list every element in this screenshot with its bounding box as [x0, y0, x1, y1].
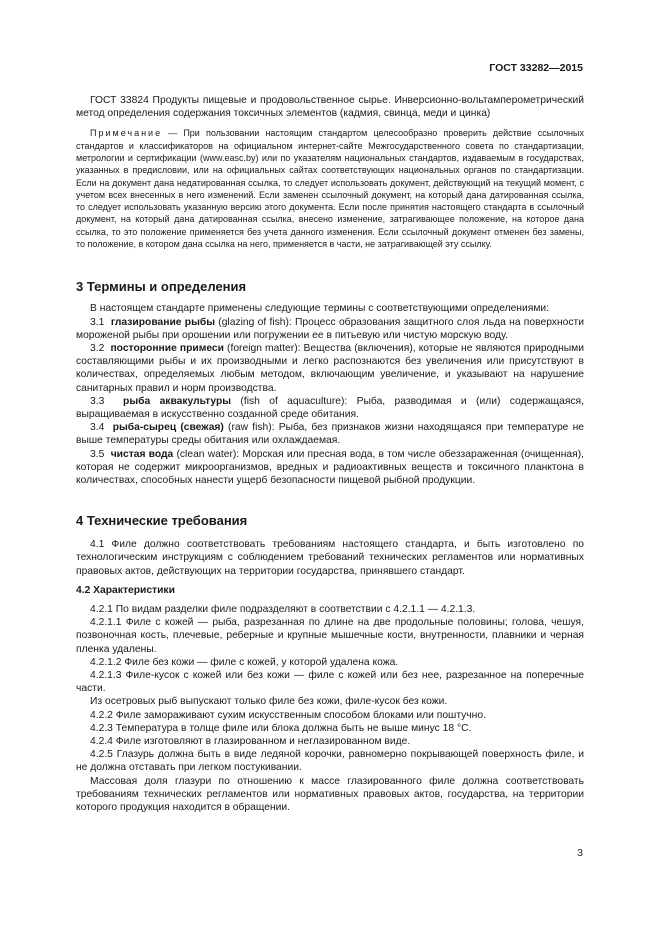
term-number: 3.4	[90, 422, 105, 434]
term-name: глазирование рыбы	[110, 316, 216, 328]
paragraph: 4.2.3 Температура в толще филе или блока должна быть не выше минус 18 °С.	[90, 722, 472, 734]
note-text: — При пользовании настоящим стандартом целесообразно проверить действие ссылочных стандартов и классификаторов на официальном интернет-сайте Межгосударственного совета по стандартизации, метрологии и сертификации (www.easc.by) или по указателям национальных стандартов, издаваемым в государствах, указанных в предисловии, или на официальных сайтах соответствующих национальных органов по стандартизации. Если на документ дана недатированная ссылка, то следует использовать документ, действующий на текущий момент, с учетом всех внесенных в него изменений. Если заменен ссылочный документ, на который дана датированная ссылка, то следует использовать указанную версию этого документа. Если после принятия настоящего стандарта в ссылочный документ, на который дана датированная ссылка, внесено изменение, затрагивающее положение, на которое дана ссылка, то это положение применяется без учета данного изменения. Если ссылочный документ отменен без замены, то положение, в котором дана ссылка на него, применяется в части, не затрагивающей эту ссылку.	[76, 128, 584, 250]
term-number: 3.5	[90, 448, 105, 460]
term-definition: (foreign matter): Вещества (включения), которые не являются природными составляющими рыбы и их производными и легко распознаются без увеличения или присутствуют в количествах, определяемых любым методом, включающим увеличение, и указывают на нарушение санитарных правил и норм производства.	[76, 342, 584, 394]
term-3-5	[76, 448, 584, 488]
normative-reference: ГОСТ 33824 Продукты пищевые и продовольственное сырье. Инверсионно-вольтамперометрический метод определения содержания токсичных элементов (кадмия, свинца, меди и цинка)	[76, 95, 584, 120]
term-number: 3.1	[90, 316, 105, 328]
paragraph: 4.2.1 По видам разделки филе подразделяют в соответствии с 4.2.1.1 — 4.2.1.3.	[90, 604, 476, 616]
term-definition: (raw fish): Рыба, без признаков жизни находящаяся при температуре не выше температуры среды обитания или охлаждаемая.	[76, 422, 584, 447]
term-name: рыба аквакультуры	[123, 395, 232, 407]
term-number: 3.3	[90, 395, 105, 407]
paragraph: 4.2.1.1 Филе с кожей — рыба, разрезанная по длине на две продольные половины; голова, чешуя, позвоночная кость, плечевые, реберные и крупные мышечные кости, внутренности, плавники и черная пленка удалены.	[76, 617, 584, 655]
note-label: Примечание	[90, 128, 163, 139]
term-number: 3.2	[90, 342, 105, 354]
term-3-4	[76, 421, 584, 447]
term-3-1	[76, 316, 584, 342]
term-definition: (fish of aquaculture): Рыба, разводимая и (или) содержащаяся, выращиваемая в искусственно созданной среде обитания.	[76, 395, 584, 420]
page-number: 3	[577, 848, 583, 859]
paragraph: Массовая доля глазури по отношению к массе глазированного филе должна соответствовать требованиям технических регламентов или нормативных правовых актов, государства, на территории которого продукция находится в обращении.	[76, 775, 584, 814]
page-content	[76, 92, 584, 814]
section-4-title: 4 Технические требования	[76, 513, 248, 529]
term-definition: (glazing of fish): Процесс образования защитного слоя льда на поверхности мороженой рыбы при орошении или погружении ее в питьевую или чистую морскую воду.	[76, 316, 584, 341]
term-definition: (clean water): Морская или пресная вода, в том числе обеззараженная (очищенная), которая не содержит микроорганизмов, вредных и радиоактивных веществ и токсичного планктона в количествах, способных нанести ущерб безопасности пищевой рыбной продукции.	[76, 448, 584, 487]
section-3-title: 3 Термины и определения	[76, 279, 247, 295]
paragraph: 4.2.4 Филе изготовляют в глазированном и неглазированном виде.	[90, 736, 411, 748]
paragraph: 4.2.2 Филе замораживают сухим искусственным способом блоками или поштучно.	[90, 709, 486, 721]
paragraph-4-1: 4.1 Филе должно соответствовать требованиям настоящего стандарта, и быть изготовлено по технологическим инструкциям с соблюдением требований технических регламентов или нормативных правовых актов, действующих на территории государства, принявшего стандарт.	[76, 539, 584, 577]
paragraph: 4.2.5 Глазурь должна быть в виде ледяной корочки, равномерно покрывающей поверхность филе, и не должна отставать при легком постукивании.	[76, 749, 584, 774]
paragraph: 4.2.1.2 Филе без кожи — филе с кожей, у которой удалена кожа.	[90, 656, 399, 668]
subsection-4-2-title: 4.2 Характеристики	[76, 584, 175, 596]
term-name: чистая вода	[110, 448, 174, 460]
paragraph: 4.2.1.3 Филе-кусок с кожей или без кожи — филе с кожей или без нее, разрезанное на поперечные части.	[76, 670, 584, 695]
note-paragraph	[76, 127, 584, 250]
paragraph: Из осетровых рыб выпускают только филе без кожи, филе-кусок без кожи.	[90, 696, 448, 708]
document-code-header: ГОСТ 33282—2015	[489, 62, 583, 74]
section-3-intro: В настоящем стандарте применены следующие термины с соответствующими определениями:	[90, 303, 550, 315]
term-name: рыба-сырец (свежая)	[112, 422, 224, 434]
term-name: посторонние примеси	[110, 342, 224, 354]
term-3-2	[76, 342, 584, 395]
term-3-3	[76, 395, 584, 421]
